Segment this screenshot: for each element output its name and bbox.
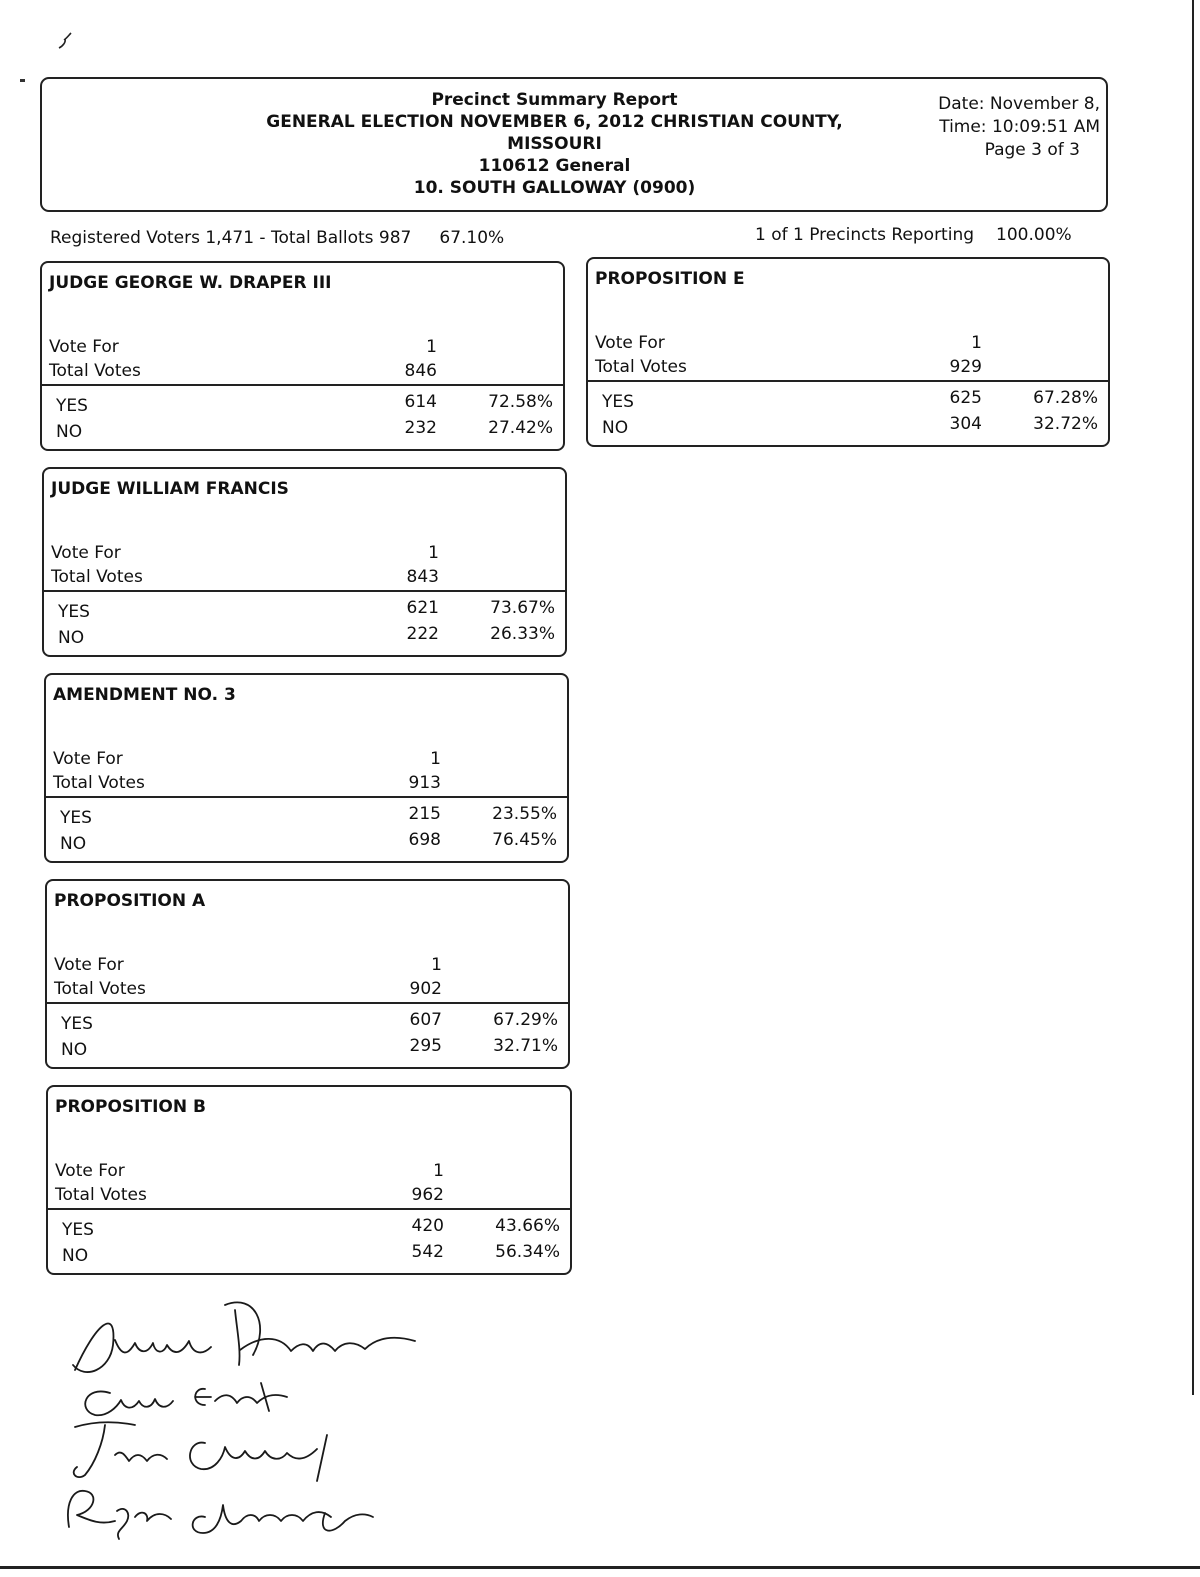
no-label: NO: [62, 1246, 89, 1266]
yes-label: YES: [60, 808, 92, 828]
no-percent: 76.45%: [492, 830, 557, 850]
contest-proposition-b: [46, 1085, 572, 1275]
total-votes-value: 929: [949, 357, 982, 377]
contest-proposition-e: [586, 257, 1110, 447]
yes-label: YES: [56, 396, 88, 416]
report-title-block: [232, 89, 877, 199]
report-date: Date: November 8,: [938, 94, 1100, 114]
signature-1: [73, 1302, 415, 1372]
vote-for-row: [53, 747, 559, 771]
total-votes-value: 902: [409, 979, 442, 999]
total-votes-value: 913: [408, 773, 441, 793]
vote-for-label: Vote For: [53, 749, 123, 769]
yes-votes: 621: [406, 598, 439, 618]
contest-amendment-3: [44, 673, 569, 863]
scan-dot: [20, 79, 25, 82]
total-votes-label: Total Votes: [54, 979, 146, 999]
yes-label: YES: [61, 1014, 93, 1034]
no-row: [53, 832, 559, 856]
no-percent: 26.33%: [490, 624, 555, 644]
yes-row: [595, 390, 1100, 414]
total-votes-label: Total Votes: [51, 567, 143, 587]
page-edge-bottom: [0, 1566, 1200, 1569]
contest-title: JUDGE GEORGE W. DRAPER III: [49, 273, 332, 293]
contest-title: JUDGE WILLIAM FRANCIS: [51, 479, 289, 499]
no-label: NO: [60, 834, 87, 854]
scan-mark: [56, 30, 76, 52]
vote-for-label: Vote For: [55, 1161, 125, 1181]
yes-votes: 625: [949, 388, 982, 408]
no-label: NO: [58, 628, 85, 648]
contest-proposition-a: [45, 879, 570, 1069]
contest-title: PROPOSITION A: [54, 891, 206, 911]
signature-2: [85, 1383, 287, 1415]
yes-label: YES: [58, 602, 90, 622]
precincts-percent: 100.00%: [996, 225, 1072, 245]
precinct-summary: [755, 225, 1072, 245]
yes-votes: 607: [409, 1010, 442, 1030]
no-votes: 304: [949, 414, 982, 434]
vote-for-value: 1: [431, 955, 442, 975]
no-row: [55, 1244, 562, 1268]
no-row: [595, 416, 1100, 440]
yes-label: YES: [62, 1220, 94, 1240]
divider: [47, 1002, 568, 1004]
no-votes: 295: [409, 1036, 442, 1056]
total-votes-row: [55, 1183, 562, 1207]
precinct-name: 10. SOUTH GALLOWAY (0900): [413, 178, 696, 198]
page-number: Page 3 of 3: [984, 140, 1080, 160]
contest-draper: [40, 261, 565, 451]
total-votes-row: [51, 565, 557, 589]
total-votes-value: 962: [411, 1185, 444, 1205]
yes-percent: 23.55%: [492, 804, 557, 824]
yes-percent: 67.29%: [493, 1010, 558, 1030]
total-votes-row: [54, 977, 560, 1001]
signatures: [55, 1285, 435, 1545]
contest-title: PROPOSITION E: [595, 269, 745, 289]
vote-for-label: Vote For: [51, 543, 121, 563]
total-votes-row: [49, 359, 555, 383]
no-votes: 698: [408, 830, 441, 850]
registered-voters: Registered Voters 1,471 - Total Ballots 987: [50, 228, 412, 248]
no-row: [51, 626, 557, 650]
report-time: Time: 10:09:51 AM: [939, 117, 1100, 137]
no-votes: 232: [404, 418, 437, 438]
yes-label: YES: [602, 392, 634, 412]
yes-votes: 614: [404, 392, 437, 412]
report-header: [40, 77, 1108, 212]
total-votes-label: Total Votes: [53, 773, 145, 793]
vote-for-row: [54, 953, 560, 977]
vote-for-label: Vote For: [49, 337, 119, 357]
report-meta: [910, 93, 1100, 162]
total-votes-value: 843: [406, 567, 439, 587]
vote-for-value: 1: [433, 1161, 444, 1181]
vote-for-row: [595, 331, 1100, 355]
yes-row: [53, 806, 559, 830]
report-title: Precinct Summary Report: [431, 90, 678, 110]
contest-francis: [42, 467, 567, 657]
no-percent: 56.34%: [495, 1242, 560, 1262]
vote-for-value: 1: [430, 749, 441, 769]
no-row: [49, 420, 555, 444]
yes-row: [54, 1012, 560, 1036]
yes-percent: 43.66%: [495, 1216, 560, 1236]
yes-row: [49, 394, 555, 418]
divider: [44, 590, 565, 592]
yes-percent: 73.67%: [490, 598, 555, 618]
total-votes-label: Total Votes: [55, 1185, 147, 1205]
yes-percent: 72.58%: [488, 392, 553, 412]
no-label: NO: [56, 422, 83, 442]
vote-for-value: 1: [428, 543, 439, 563]
vote-for-value: 1: [971, 333, 982, 353]
divider: [588, 380, 1108, 382]
contest-title: PROPOSITION B: [55, 1097, 206, 1117]
vote-for-value: 1: [426, 337, 437, 357]
vote-for-row: [51, 541, 557, 565]
contest-title: AMENDMENT NO. 3: [53, 685, 236, 705]
yes-percent: 67.28%: [1033, 388, 1098, 408]
page-edge-right: [1192, 0, 1194, 1395]
turnout-percent: 67.10%: [439, 228, 505, 248]
total-votes-label: Total Votes: [595, 357, 687, 377]
total-votes-row: [595, 355, 1100, 379]
vote-for-label: Vote For: [54, 955, 124, 975]
yes-row: [51, 600, 557, 624]
no-row: [54, 1038, 560, 1062]
precincts-reporting: 1 of 1 Precincts Reporting: [755, 225, 975, 245]
yes-votes: 420: [411, 1216, 444, 1236]
vote-for-row: [49, 335, 555, 359]
vote-for-row: [55, 1159, 562, 1183]
no-percent: 32.71%: [493, 1036, 558, 1056]
divider: [42, 384, 563, 386]
no-votes: 222: [406, 624, 439, 644]
election-state: MISSOURI: [507, 134, 602, 154]
election-code: 110612 General: [478, 156, 631, 176]
election-name: GENERAL ELECTION NOVEMBER 6, 2012 CHRISTIAN COUNTY,: [266, 112, 843, 132]
vote-for-label: Vote For: [595, 333, 665, 353]
divider: [48, 1208, 570, 1210]
total-votes-row: [53, 771, 559, 795]
no-votes: 542: [411, 1242, 444, 1262]
signature-4: [68, 1491, 373, 1539]
no-label: NO: [61, 1040, 88, 1060]
yes-row: [55, 1218, 562, 1242]
yes-votes: 215: [408, 804, 441, 824]
no-label: NO: [602, 418, 629, 438]
no-percent: 32.72%: [1033, 414, 1098, 434]
total-votes-value: 846: [404, 361, 437, 381]
signature-3: [74, 1422, 327, 1481]
total-votes-label: Total Votes: [49, 361, 141, 381]
ballot-summary: [50, 228, 504, 248]
divider: [46, 796, 567, 798]
no-percent: 27.42%: [488, 418, 553, 438]
